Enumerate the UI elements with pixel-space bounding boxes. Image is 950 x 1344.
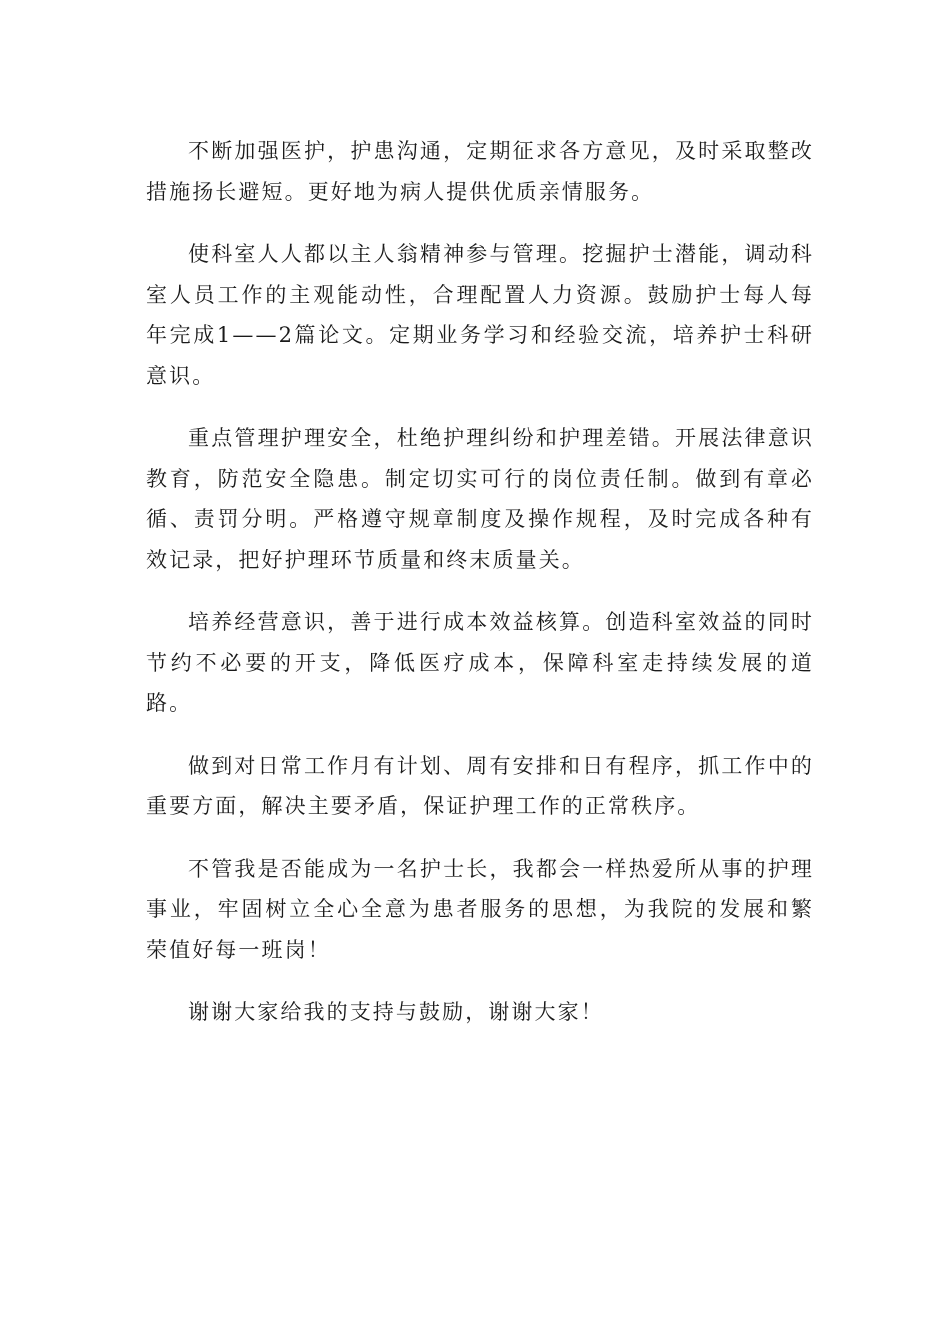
paragraph-management: 使科室人人都以主人翁精神参与管理。挖掘护士潜能，调动科室人员工作的主观能动性，合理配置人力资源。鼓励护士每人每年完成1——2篇论文。定期业务学习和经验交流，培养护士科研意识。 [146, 242, 814, 388]
paragraph-commitment: 不管我是否能成为一名护士长，我都会一样热爱所从事的护理事业，牢固树立全心全意为患者服务的思想，为我院的发展和繁荣值好每一班岗！ [146, 856, 814, 962]
paragraph-thanks: 谢谢大家给我的支持与鼓励，谢谢大家！ [188, 1000, 604, 1024]
paragraph-communication: 不断加强医护，护患沟通，定期征求各方意见，及时采取整改措施扬长避短。更好地为病人提供优质亲情服务。 [146, 139, 814, 204]
paragraph-safety: 重点管理护理安全，杜绝护理纠纷和护理差错。开展法律意识教育，防范安全隐患。制定切实可行的岗位责任制。做到有章必循、责罚分明。严格遵守规章制度及操作规程，及时完成各种有效记录，把好护理环节质量和终末质量关。 [146, 426, 814, 572]
paragraph-planning: 做到对日常工作月有计划、周有安排和日有程序，抓工作中的重要方面，解决主要矛盾，保证护理工作的正常秩序。 [146, 753, 814, 818]
paragraph-cost: 培养经营意识，善于进行成本效益核算。创造科室效益的同时节约不必要的开支，降低医疗成本，保障科室走持续发展的道路。 [146, 610, 814, 715]
document-body [146, 131, 814, 1055]
